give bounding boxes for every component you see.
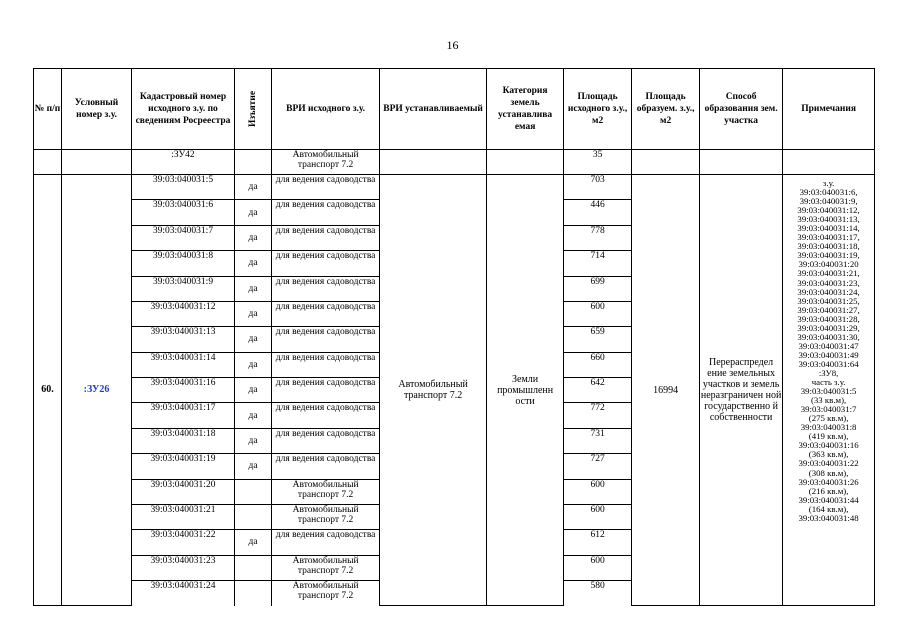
notes-line: 39:03:040031:49	[798, 349, 859, 360]
seizure-cell: да	[235, 301, 272, 326]
vri-source-cell: Автомобильный транспорт 7.2	[272, 479, 380, 504]
area-source-cell: 600	[564, 555, 632, 580]
conditional-number-cell	[62, 150, 132, 175]
notes-line: (419 кв.м),	[808, 431, 849, 442]
cadastral-cell: 39:03:040031:21	[132, 504, 235, 529]
cadastral-cell: 39:03:040031:17	[132, 403, 235, 428]
vri-source-cell: для ведения садоводства	[272, 251, 380, 276]
notes-line: 39:03:040031:47	[798, 340, 859, 351]
cadastral-cell: 39:03:040031:9	[132, 276, 235, 301]
area-source-cell: 714	[564, 251, 632, 276]
vri-source-cell: для ведения садоводства	[272, 378, 380, 403]
seizure-cell: да	[235, 530, 272, 555]
area-source-cell: 778	[564, 225, 632, 250]
area-source-cell: 660	[564, 352, 632, 377]
notes-line: 39:03:040031:6,	[799, 187, 858, 198]
area-source-cell: 612	[564, 530, 632, 555]
header-land-category: Категория земель устанавлива емая	[487, 69, 564, 150]
cadastral-cell: 39:03:040031:23	[132, 555, 235, 580]
cadastral-cell: 39:03:040031:13	[132, 327, 235, 352]
area-source-cell: 600	[564, 301, 632, 326]
notes-cell	[783, 175, 875, 606]
cadastral-cell: 39:03:040031:19	[132, 454, 235, 479]
notes-line: з.у.	[822, 179, 835, 188]
vri-source-cell: для ведения садоводства	[272, 454, 380, 479]
cadastral-cell: 39:03:040031:5	[132, 175, 235, 200]
seizure-cell: да	[235, 175, 272, 200]
area-source-cell: 600	[564, 479, 632, 504]
area-source-cell: 731	[564, 428, 632, 453]
notes-line: 39:03:040031:44	[798, 494, 859, 505]
notes-line: 39:03:040031:22	[798, 458, 859, 469]
area-source-cell: 642	[564, 378, 632, 403]
vri-source-cell: для ведения садоводства	[272, 352, 380, 377]
seizure-cell: да	[235, 251, 272, 276]
area-source-cell: 35	[564, 150, 632, 175]
cadastral-cell: 39:03:040031:16	[132, 378, 235, 403]
vri-source-cell: для ведения садоводства	[272, 327, 380, 352]
notes-line: 39:03:040031:12,	[797, 205, 860, 216]
seizure-cell: да	[235, 225, 272, 250]
notes-line: 39:03:040031:5	[800, 386, 857, 397]
area-source-cell: 699	[564, 276, 632, 301]
header-row	[34, 69, 875, 150]
vri-source-cell: для ведения садоводства	[272, 225, 380, 250]
vri-set-cell: Автомобильный транспорт 7.2	[380, 175, 487, 606]
notes-line: 39:03:040031:20	[798, 259, 859, 270]
seizure-cell	[235, 581, 272, 606]
cadastral-cell: 39:03:040031:22	[132, 530, 235, 555]
area-formed-cell	[632, 150, 700, 175]
category-cell	[487, 150, 564, 175]
notes-cell	[783, 150, 875, 175]
table-row	[34, 150, 875, 175]
notes-line: (363 кв.м),	[808, 449, 849, 460]
area-source-cell: 659	[564, 327, 632, 352]
vri-source-cell: Автомобильный транспорт 7.2	[272, 504, 380, 529]
notes-line: часть з.у.	[811, 377, 846, 388]
notes-line: 39:03:040031:64	[798, 358, 859, 369]
notes-line: (33 кв.м),	[810, 395, 847, 406]
notes-line: 39:03:040031:24,	[797, 286, 860, 297]
notes-line: 39:03:040031:48	[798, 512, 859, 523]
area-source-cell: 580	[564, 581, 632, 606]
notes-line: 39:03:040031:7	[800, 404, 857, 415]
method-cell: Перераспредел ение земельных участков и земель неразграничен ной государственно й собственности	[700, 175, 783, 606]
category-cell: Земли промышленн ости	[487, 175, 564, 606]
cadastral-cell: 39:03:040031:20	[132, 479, 235, 504]
notes-line: 39:03:040031:25,	[797, 295, 860, 306]
notes-line: 39:03:040031:13,	[797, 214, 860, 225]
notes-line: 39:03:040031:23,	[797, 277, 860, 288]
notes-line: (164 кв.м),	[808, 503, 849, 514]
vri-source-cell: для ведения садоводства	[272, 530, 380, 555]
vri-source-cell: Автомобильный транспорт 7.2	[272, 555, 380, 580]
vri-source-cell: для ведения садоводства	[272, 301, 380, 326]
area-source-cell: 446	[564, 200, 632, 225]
area-source-cell: 703	[564, 175, 632, 200]
notes-line: (275 кв.м),	[808, 413, 849, 424]
seizure-cell	[235, 504, 272, 529]
header-conditional-number: Условный номер з.у.	[62, 69, 132, 150]
notes-line: (308 кв.м),	[808, 467, 849, 478]
header-method: Способ образования зем. участка	[700, 69, 783, 150]
area-source-cell: 727	[564, 454, 632, 479]
seizure-cell: да	[235, 454, 272, 479]
vri-source-cell: Автомобильный транспорт 7.2	[272, 150, 380, 175]
cadastral-cell: 39:03:040031:8	[132, 251, 235, 276]
notes-line: 39:03:040031:30,	[797, 331, 860, 342]
header-number: № п/п	[34, 69, 62, 150]
vri-source-cell: Автомобильный транспорт 7.2	[272, 581, 380, 606]
cadastral-cell: :ЗУ42	[132, 150, 235, 175]
seizure-cell: да	[235, 276, 272, 301]
seizure-cell: да	[235, 403, 272, 428]
seizure-cell: да	[235, 378, 272, 403]
vri-source-cell: для ведения садоводства	[272, 276, 380, 301]
row-number-cell: 60.	[34, 175, 62, 606]
notes-line: 39:03:040031:26	[798, 476, 859, 487]
seizure-cell	[235, 555, 272, 580]
header-cadastral-number: Кадастровый номер исходного з.у. по сведениям Росреестра	[132, 69, 235, 150]
notes-line: 39:03:040031:19,	[797, 250, 860, 261]
cadastral-cell: 39:03:040031:7	[132, 225, 235, 250]
seizure-cell	[235, 479, 272, 504]
header-notes: Примечания	[783, 69, 875, 150]
seizure-cell: да	[235, 352, 272, 377]
page-number: 16	[446, 38, 459, 52]
vri-source-cell: для ведения садоводства	[272, 200, 380, 225]
header-vri-source: ВРИ исходного з.у.	[272, 69, 380, 150]
cadastral-cell: 39:03:040031:14	[132, 352, 235, 377]
row-number-cell	[34, 150, 62, 175]
seizure-cell: да	[235, 327, 272, 352]
notes-line: 39:03:040031:14,	[797, 223, 860, 234]
notes-line: 39:03:040031:8	[800, 422, 857, 433]
vri-source-cell: для ведения садоводства	[272, 403, 380, 428]
notes-line: 39:03:040031:18,	[797, 241, 860, 252]
seizure-cell: да	[235, 428, 272, 453]
cadastral-cell: 39:03:040031:6	[132, 200, 235, 225]
vri-source-cell: для ведения садоводства	[272, 175, 380, 200]
seizure-cell: да	[235, 200, 272, 225]
header-seizure: Изъятие	[235, 69, 272, 150]
notes-line: 39:03:040031:9,	[799, 196, 858, 207]
notes-line: 39:03:040031:17,	[797, 232, 860, 243]
header-vri-set: ВРИ устанавливаемый	[380, 69, 487, 150]
seizure-cell	[235, 150, 272, 175]
notes-line: 39:03:040031:21,	[797, 268, 860, 279]
header-area-formed: Площадь образуем. з.у., м2	[632, 69, 700, 150]
conditional-number-cell: :ЗУ26	[62, 175, 132, 606]
area-source-cell: 600	[564, 504, 632, 529]
notes-line: 39:03:040031:28,	[797, 313, 860, 324]
notes-line: 39:03:040031:16	[798, 440, 859, 451]
area-formed-cell: 16994	[632, 175, 700, 606]
notes-line: 39:03:040031:27,	[797, 304, 860, 315]
cadastral-cell: 39:03:040031:24	[132, 581, 235, 606]
cadastral-cell: 39:03:040031:18	[132, 428, 235, 453]
method-cell	[700, 150, 783, 175]
vri-source-cell: для ведения садоводства	[272, 428, 380, 453]
notes-line: :ЗУ8,	[818, 367, 839, 378]
notes-line: 39:03:040031:29,	[797, 322, 860, 333]
land-plots-table	[33, 68, 875, 606]
table-row	[34, 175, 875, 200]
area-source-cell: 772	[564, 403, 632, 428]
vri-set-cell	[380, 150, 487, 175]
cadastral-cell: 39:03:040031:12	[132, 301, 235, 326]
header-area-source: Площадь исходного з.у., м2	[564, 69, 632, 150]
notes-line: (216 кв.м),	[808, 485, 849, 496]
